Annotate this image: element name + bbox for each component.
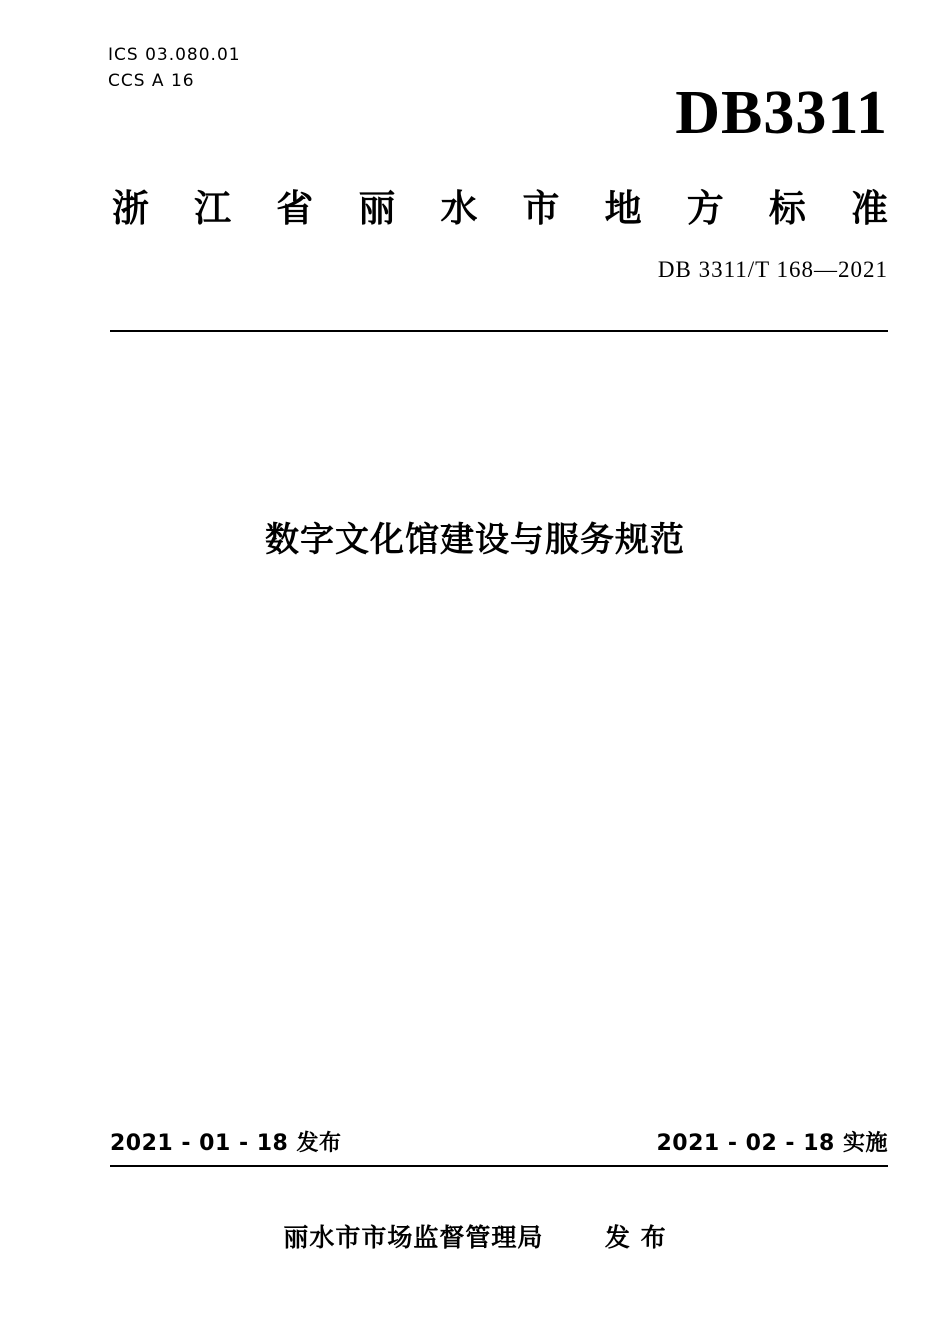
title-char-9: 准 xyxy=(850,187,888,230)
title-char-1: 江 xyxy=(194,187,232,230)
header-divider xyxy=(110,330,888,332)
title-char-4: 水 xyxy=(440,187,478,230)
publish-date: 2021 - 01 - 18 发布 xyxy=(110,1131,342,1156)
province-standard-title xyxy=(112,178,888,232)
title-char-8: 标 xyxy=(768,187,806,230)
issuer-name: 丽水市市场监督管理局 xyxy=(283,1223,544,1252)
page-title: 数字文化馆建设与服务规范 xyxy=(265,520,685,560)
title-char-7: 方 xyxy=(686,187,724,230)
title-char-5: 市 xyxy=(522,187,560,230)
standard-number: DB 3311/T 168—2021 xyxy=(657,257,888,282)
title-char-2: 省 xyxy=(276,187,314,230)
implement-date: 2021 - 02 - 18 实施 xyxy=(656,1131,888,1156)
title-char-3: 丽 xyxy=(358,187,396,230)
classification-block xyxy=(108,42,241,94)
footer-divider xyxy=(110,1165,888,1167)
issuer-action: 发 布 xyxy=(604,1223,667,1252)
issuer-line xyxy=(0,1218,950,1254)
ccs-code: CCS A 16 xyxy=(108,71,195,91)
ics-code: ICS 03.080.01 xyxy=(108,45,241,65)
title-char-0: 浙 xyxy=(112,187,149,230)
dates-row xyxy=(110,1126,888,1157)
standard-code: DB3311 xyxy=(675,79,888,147)
title-char-6: 地 xyxy=(604,187,642,230)
